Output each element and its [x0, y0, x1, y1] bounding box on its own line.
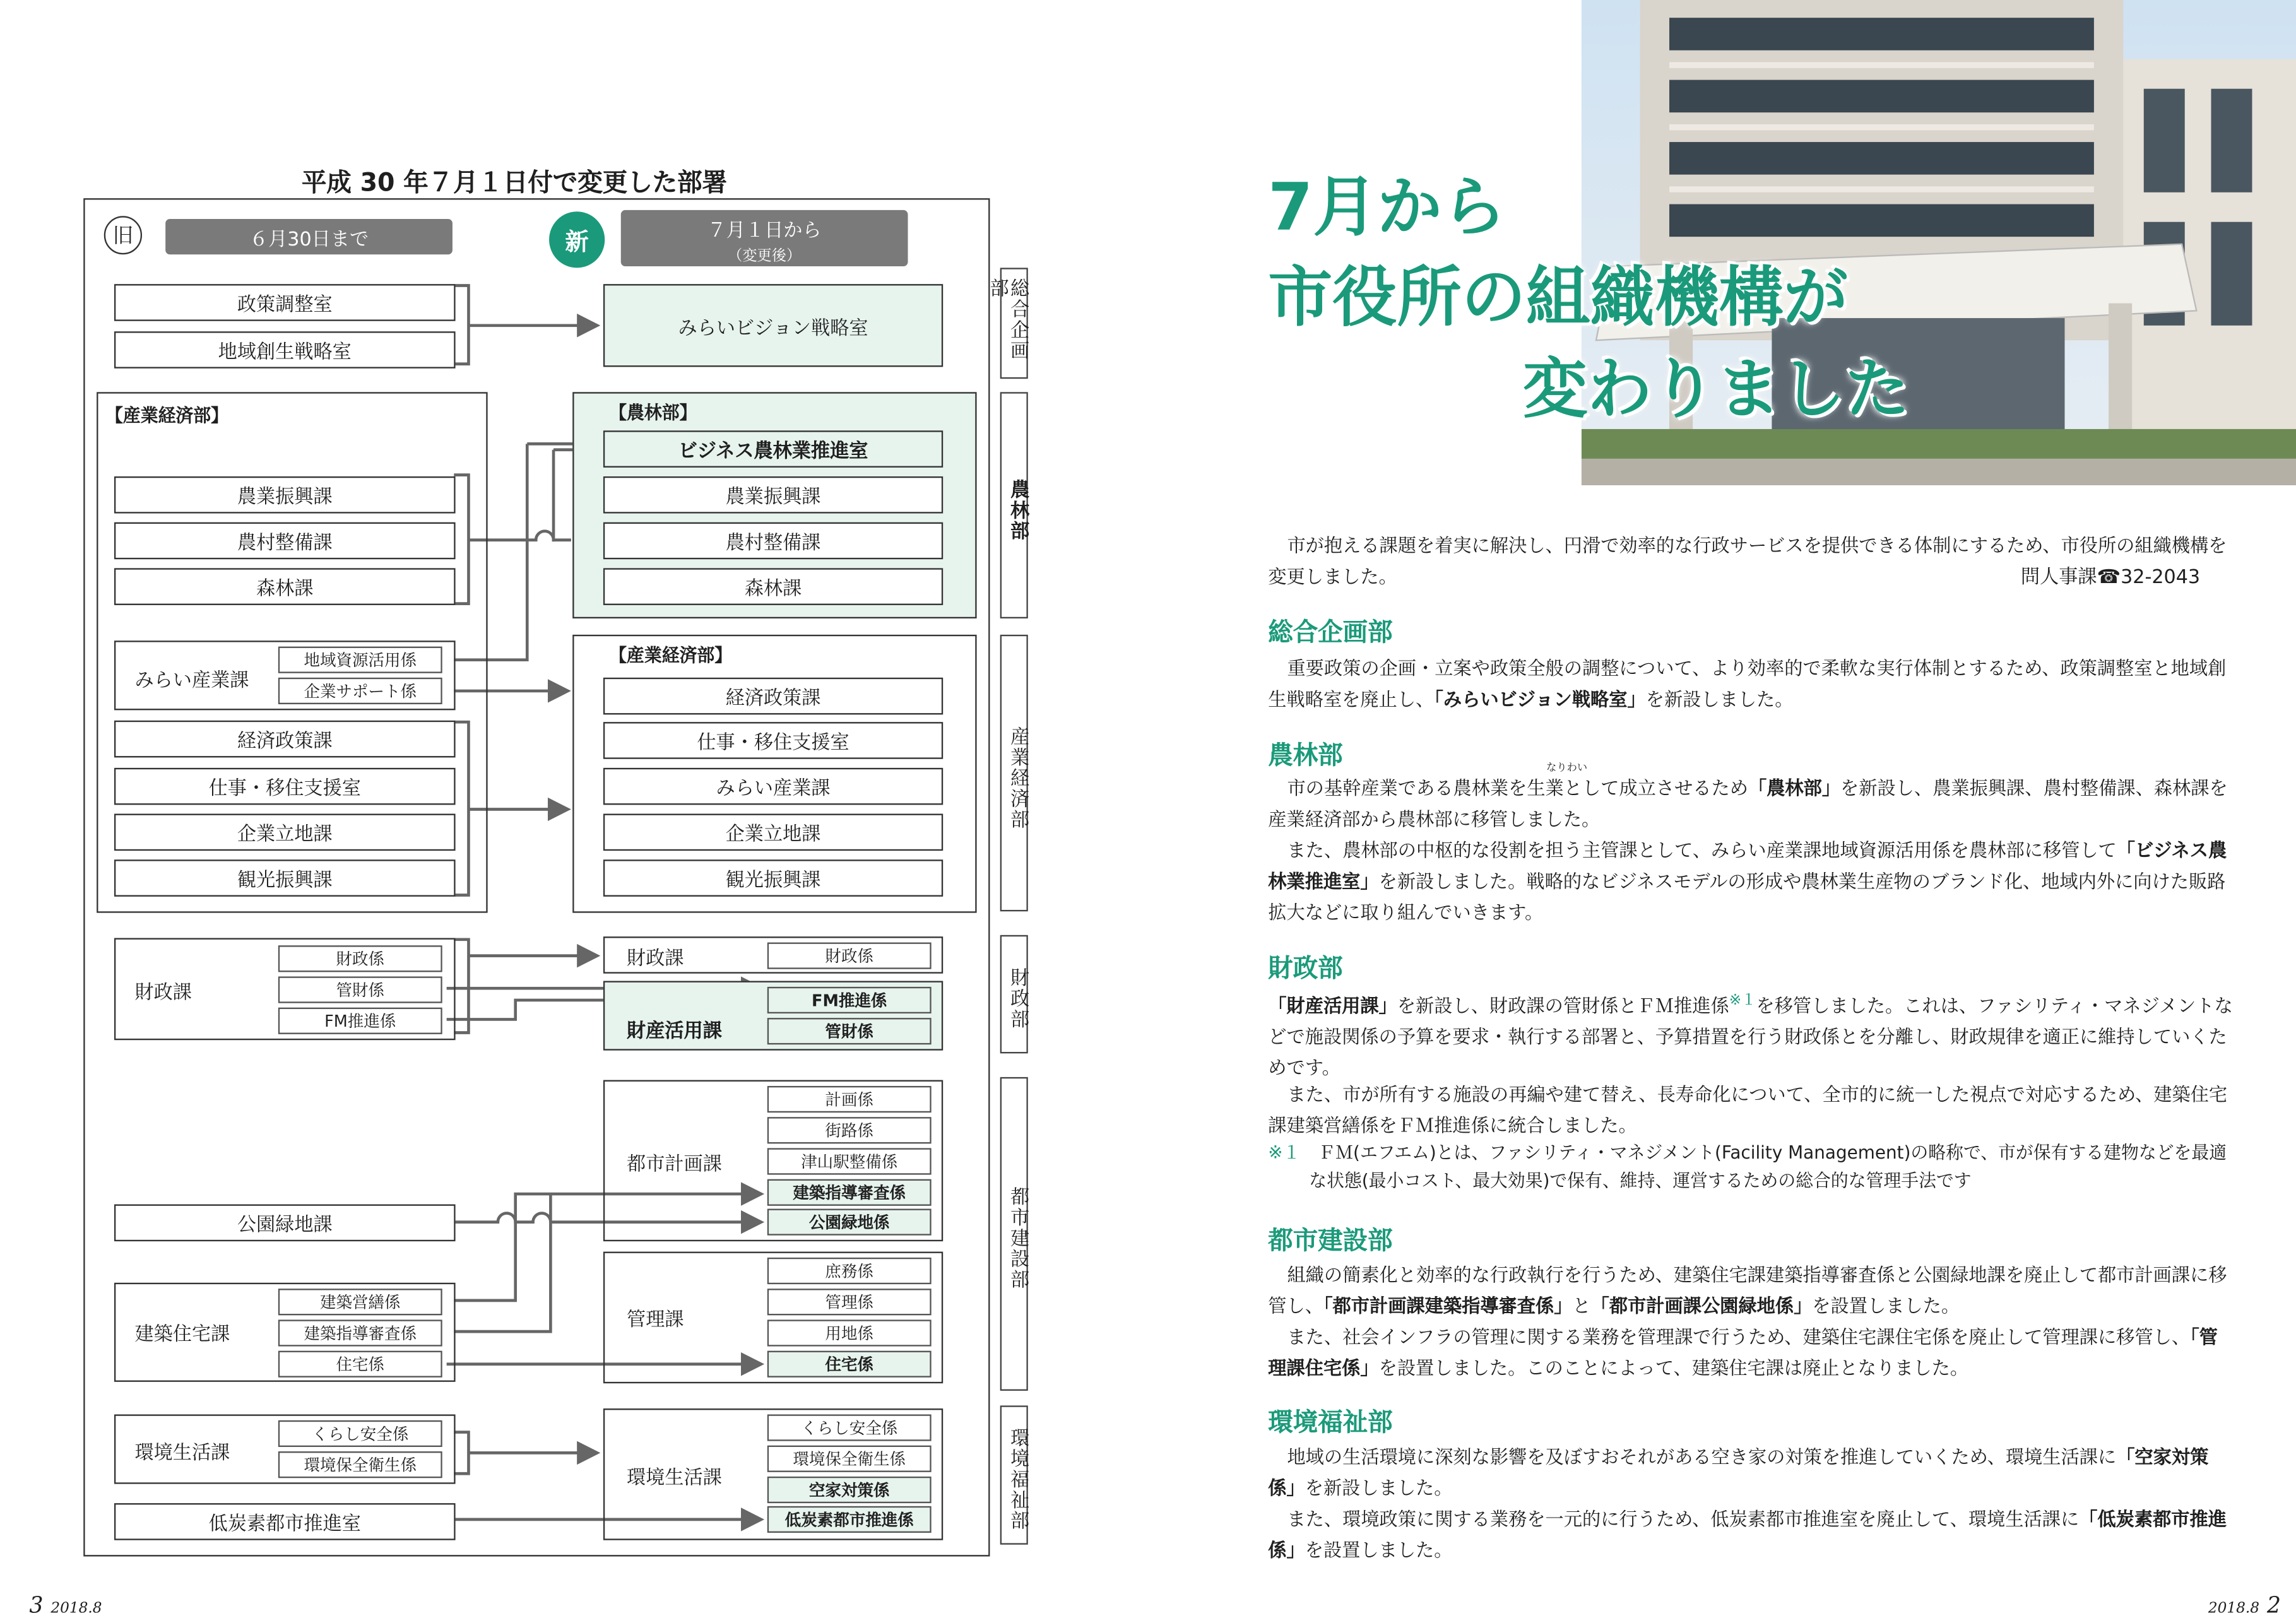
new-zaisan-label: 財産活用課 — [627, 1020, 722, 1043]
section-title-toshi: 都市建設部 — [1268, 1226, 1393, 1256]
headline-line3: 変わりました — [1523, 352, 1910, 428]
old-shinrin: 森林課 — [114, 568, 456, 605]
old-zaisei-k3: FM推進係 — [278, 1008, 442, 1034]
old-mirai-k1: 地域資源活用係 — [278, 647, 442, 673]
division-label-toshi: 都市建設部 — [1000, 1077, 1028, 1391]
new-kanri-k3: 用地係 — [767, 1319, 932, 1346]
new-shinrin: 森林課 — [603, 568, 943, 605]
new-kigyo-ritchi: 企業立地課 — [603, 814, 943, 851]
old-teitanso: 低炭素都市推進室 — [114, 1503, 456, 1540]
section-text-norin-2: また、農林部の中枢的な役割を担う主管課として、みらい産業課地域資源活用係を農林部に移管して「ビジネス農林業推進室」を新設しました。戦略的なビジネスモデルの形成や農林業生産物のブランド化、地域内外に向けた販路拡大などに取り組んでいきます。 — [1268, 839, 2227, 924]
new-kanri-label: 管理課 — [627, 1309, 684, 1332]
new-noson-seibi: 農村整備課 — [603, 522, 943, 560]
old-seisaku-chosei: 政策調整室 — [114, 284, 456, 321]
intro-text: 市が抱える課題を着実に解決し、円滑で効率的な行政サービスを提供できる体制にするため、市役所の組織機構を変更しました。 — [1268, 534, 2227, 587]
section-title-norin: 農林部 — [1268, 741, 1343, 771]
new-zaisei-k1: 財政係 — [767, 943, 932, 969]
old-kenchiku-k2: 建築指導審査係 — [278, 1319, 442, 1346]
old-header: ６月30日まで — [165, 219, 453, 254]
division-label-norin: 農林部 — [1000, 392, 1028, 618]
headline-line2: 市役所の組織機構が — [1268, 260, 1849, 336]
section-text-kankyo-2: また、環境政策に関する業務を一元的に行うため、低炭素都市推進室を廃止して、環境生活課に「低炭素都市推進係」を設置しました。 — [1268, 1508, 2227, 1561]
new-kanri-k4: 住宅係 — [767, 1351, 932, 1378]
new-kankyo-label: 環境生活課 — [627, 1467, 722, 1490]
section-text-norin-1: 市の基幹産業である農林業を生業として成立させるため「農林部」を新設し、農業振興課、農村整備課、森林課を産業経済部から農林部に移管しました。 — [1268, 776, 2228, 830]
ruby-nariwai: なりわい — [1546, 762, 1588, 774]
contact-info: 問人事課☎32-2043 — [2020, 566, 2201, 589]
new-sangyo-group-label: 【産業経済部】 — [609, 645, 733, 666]
division-label-kankyo: 環境福祉部 — [1000, 1405, 1028, 1544]
new-shigoto-iju: 仕事・移住支援室 — [603, 722, 943, 759]
new-toshi-k4: 建築指導審査係 — [767, 1179, 932, 1206]
section-text-toshi-1: 組織の簡素化と効率的な行政執行を行うため、建築住宅課建築指導審査係と公園緑地課を廃止して都市計画課に移管し、「都市計画課建築指導審査係」と「都市計画課公園緑地係」を設置しました。 — [1268, 1263, 2227, 1317]
new-toshi-k3: 津山駅整備係 — [767, 1148, 932, 1174]
new-badge: 新 — [549, 211, 605, 268]
new-mirai-vision: みらいビジョン戦略室 — [603, 284, 943, 367]
old-chiiki-sosei: 地域創生戦略室 — [114, 331, 456, 369]
division-label-sangyo: 産業経済部 — [1000, 635, 1028, 911]
old-zaisei-k1: 財政係 — [278, 945, 442, 972]
old-zaisei-label: 財政課 — [134, 982, 192, 1005]
new-nogyo-shinko: 農業振興課 — [603, 476, 943, 514]
old-kanko-shinko: 観光振興課 — [114, 859, 456, 897]
new-zaisei-label: 財政課 — [627, 948, 684, 971]
new-kanko-shinko: 観光振興課 — [603, 859, 943, 897]
section-text-toshi-2: また、社会インフラの管理に関する業務を管理課で行うため、建築住宅課住宅係を廃止して管理課に移管し、「管理課住宅係」を設置しました。このことによって、建築住宅課は廃止となりました。 — [1268, 1325, 2218, 1379]
new-header: ７月１日から （変更後） — [621, 210, 908, 266]
section-title-sogo: 総合企画部 — [1268, 618, 1393, 648]
new-mirai-sangyo: みらい産業課 — [603, 768, 943, 805]
old-kenchiku-k1: 建築営繕係 — [278, 1289, 442, 1315]
old-kankyo-label: 環境生活課 — [134, 1442, 230, 1465]
section-text-sogo: 重要政策の企画・立案や政策全般の調整について、より効率的で柔軟な実行体制とするため、政策調整室と地域創生戦略室を廃止し、「みらいビジョン戦略室」を新設しました。 — [1268, 657, 2227, 711]
new-toshi-k2: 街路係 — [767, 1117, 932, 1143]
new-kankyo-k3: 空家対策係 — [767, 1477, 932, 1503]
chart-title: 平成 30 年７月１日付で変更した部署 — [301, 168, 727, 199]
old-zaisei-k2: 管財係 — [278, 976, 442, 1003]
new-kanri-k2: 管理係 — [767, 1289, 932, 1315]
new-toshi-k1: 計画係 — [767, 1086, 932, 1112]
old-mirai-sangyo-label: みらい産業課 — [134, 670, 249, 693]
old-nogyo-shinko: 農業振興課 — [114, 476, 456, 514]
old-koen-ryokuchi: 公園緑地課 — [114, 1205, 456, 1242]
new-norin-group-label: 【農林部】 — [609, 402, 697, 423]
headline-line1: 7月から — [1268, 170, 1506, 246]
section-text-kankyo-1: 地域の生活環境に深刻な影響を及ぼすおそれがある空き家の対策を推進していくため、環境生活課に「空家対策係」を新設しました。 — [1268, 1445, 2209, 1499]
right-page-number: 2018.8 2 — [2208, 1591, 2281, 1619]
new-kankyo-k2: 環境保全衛生係 — [767, 1446, 932, 1472]
old-kankyo-k1: くらし安全係 — [278, 1420, 442, 1447]
division-label-zaisei: 財政部 — [1000, 935, 1028, 1054]
new-zaisan-k2: 管財係 — [767, 1018, 932, 1044]
new-toshi-label: 都市計画課 — [627, 1154, 722, 1176]
old-keizai-seisaku: 経済政策課 — [114, 721, 456, 758]
old-badge: 旧 — [104, 216, 142, 254]
new-keizai-seisaku: 経済政策課 — [603, 678, 943, 715]
section-text-zaisei-1: 「財産活用課」を新設し、財政課の管財係とＦＭ推進係$^{※1}$を移管しました。これは、ファシリティ・マネジメントなどで施設関係の予算を要求・執行する部署と、予算措置を行う財政係とを分離し、財政規律を適正に維持していくためです。 — [1268, 993, 2233, 1079]
division-label-sogo: 総合企画部 — [1000, 268, 1028, 379]
section-text-zaisei-2: また、市が所有する施設の再編や建て替え、長寿命化について、全市的に統一した視点で対応するため、建築住宅課建築営繕係をＦＭ推進係に統合しました。 — [1268, 1083, 2228, 1136]
headline — [1268, 166, 1909, 435]
old-kenchiku-k3: 住宅係 — [278, 1351, 442, 1378]
left-page-number: 3 2018.8 — [29, 1591, 102, 1619]
old-sangyo-group-label: 【産業経済部】 — [105, 405, 228, 427]
section-title-kankyo: 環境福祉部 — [1268, 1408, 1393, 1438]
new-kankyo-k4: 低炭素都市推進係 — [767, 1506, 932, 1533]
section-title-zaisei: 財政部 — [1268, 954, 1343, 984]
old-kankyo-k2: 環境保全衛生係 — [278, 1451, 442, 1478]
old-noson-seibi: 農村整備課 — [114, 522, 456, 560]
new-business-norin: ビジネス農林業推進室 — [603, 430, 943, 468]
new-zaisan-k1: FM推進係 — [767, 987, 932, 1013]
old-kigyo-ritchi: 企業立地課 — [114, 814, 456, 851]
footnote-fm: ※１ ＦＭ(エフエム)とは、ファシリティ・マネジメント(Facility Management)の略称で、市が保有する建物などを最適な状態(最小コスト、最大効果)で保有、維持、運営するための総合的な管理手法です — [1268, 1142, 2227, 1191]
new-kankyo-k1: くらし安全係 — [767, 1414, 932, 1441]
old-kenchiku-label: 建築住宅課 — [134, 1324, 230, 1347]
old-mirai-k2: 企業サポート係 — [278, 678, 442, 704]
new-toshi-k5: 公園緑地係 — [767, 1209, 932, 1236]
old-shigoto-iju: 仕事・移住支援室 — [114, 768, 456, 805]
new-kanri-k1: 庶務係 — [767, 1258, 932, 1284]
